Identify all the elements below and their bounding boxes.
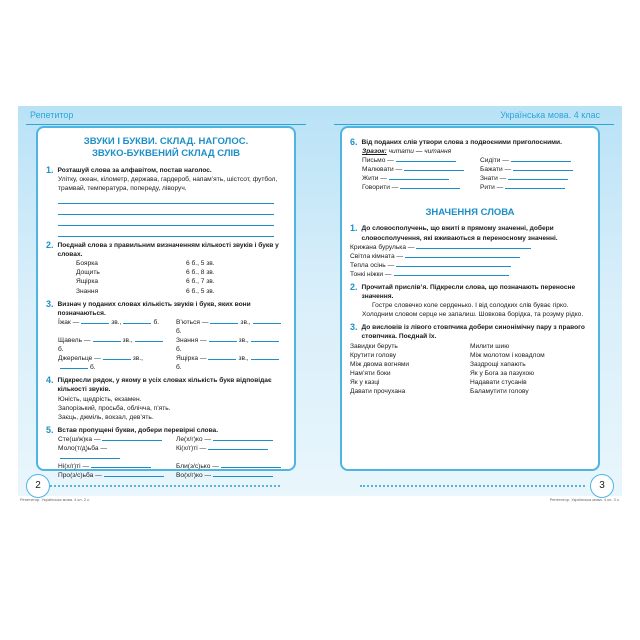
title-line-1: ЗВУКИ І БУКВИ. СКЛАД. НАГОЛОС. <box>83 136 249 147</box>
phrase-left[interactable]: Як у казці <box>350 378 380 386</box>
unit: б. <box>90 364 96 372</box>
option-line[interactable]: Юність, щедрість, екзамен. <box>58 395 142 403</box>
task-r3 <box>350 323 590 341</box>
task-number: 1. <box>350 223 358 234</box>
phrase-right[interactable]: Милити шию <box>470 342 510 350</box>
task-text: До висловів із лівого стовпчика добери синонімічну пару з правого стовпчика. Поєднай їх. <box>361 324 585 341</box>
phrase: Світла кімната — <box>350 252 404 260</box>
unit: зв., <box>132 355 143 363</box>
word: Ле(х/г)ко — <box>176 435 211 443</box>
task-number: 3. <box>350 322 358 333</box>
word: Про(з/с)ьба — <box>58 472 102 480</box>
task-text: Визнач у поданих словах кількість звуків і букв, яких вони позначаються. <box>57 300 251 317</box>
word: Моло(т/д)ьба — <box>58 445 107 452</box>
task-number: 2. <box>350 282 358 292</box>
word: Говорити — <box>362 184 399 192</box>
task-number: 1. <box>46 164 54 175</box>
task-5-rows <box>46 435 286 480</box>
phrase-right[interactable]: Надавати стусанів <box>470 378 527 386</box>
phrase-left[interactable]: Давати прочухана <box>350 388 406 396</box>
word: В’ються — <box>176 318 209 326</box>
blank[interactable] <box>251 336 279 342</box>
blank[interactable] <box>60 363 88 369</box>
blank[interactable] <box>135 336 163 342</box>
task-2 <box>46 241 286 259</box>
task-number: 3. <box>46 298 54 309</box>
unit: зв., <box>111 318 122 326</box>
task-r2 <box>350 283 590 301</box>
blank[interactable] <box>513 165 573 171</box>
sample-text: читати — читання <box>388 148 452 156</box>
task-number: 6. <box>350 137 358 147</box>
word: Во(х/г)ко — <box>176 472 212 480</box>
task-6-rows <box>350 156 590 192</box>
answer-line[interactable] <box>58 206 274 215</box>
task-number: 5. <box>46 424 54 435</box>
phrase-right[interactable]: Баламутити голову <box>470 388 529 396</box>
count: 6 б., 5 зв. <box>186 287 215 295</box>
task-text: Встав пропущені букви, добери перевірні слова. <box>57 426 219 434</box>
phrase-right[interactable]: Як у Бога за пазухою <box>470 369 535 377</box>
blank[interactable] <box>102 435 162 441</box>
task-4 <box>46 376 286 394</box>
task-r1-rows <box>350 243 590 279</box>
blank[interactable] <box>396 261 511 267</box>
word: Жити — <box>362 175 387 183</box>
answer-line[interactable] <box>58 228 274 237</box>
blank[interactable] <box>251 354 279 360</box>
task-6 <box>350 138 590 147</box>
dotted-divider-left <box>50 485 280 490</box>
blank[interactable] <box>505 183 565 189</box>
word: Ящірка <box>76 278 99 286</box>
task-number: 4. <box>46 375 54 386</box>
footer-left: Репетитор. Українська мова. 4 кл. 2 с. <box>20 497 91 502</box>
phrase-left[interactable]: Крутити голову <box>350 351 396 359</box>
count: 6 б., 7 зв. <box>186 278 215 286</box>
word: Сидіти — <box>480 157 509 165</box>
word: Бажати — <box>480 166 512 174</box>
task-text: Прочитай прислів’я. Підкресли слова, що позначають переносне значення. <box>361 284 576 301</box>
unit: зв., <box>238 336 249 344</box>
count: 6 б., 5 зв. <box>186 260 215 268</box>
count: 6 б., 8 зв. <box>186 269 215 277</box>
header-line-right <box>334 124 614 125</box>
blank[interactable] <box>400 183 460 189</box>
phrase: Крижана бурулька — <box>350 243 415 251</box>
phrase-left[interactable]: Між двома вогнями <box>350 360 410 368</box>
task-text: Розташуй слова за алфавітом, постав наголос. <box>57 166 212 174</box>
task-5 <box>46 426 286 435</box>
word: Рити — <box>480 184 504 192</box>
header-right: Українська мова. 4 клас <box>500 110 600 120</box>
word: Письмо — <box>362 157 394 165</box>
task-number: 2. <box>46 240 54 251</box>
unit: зв., <box>122 336 133 344</box>
phrase: Тонкі ніжки — <box>350 270 392 278</box>
word: Ящірка — <box>176 355 207 363</box>
blank[interactable] <box>60 453 120 459</box>
blank[interactable] <box>123 318 151 324</box>
blank[interactable] <box>104 471 164 477</box>
word: Знання — <box>176 336 207 344</box>
phrase-right[interactable]: Заздрощі хапають <box>470 360 526 368</box>
word: Кі(х/г)ті — <box>176 445 207 452</box>
task-text: До словосполучень, що вжиті в прямому значенні, добери словосполучення, які вживаються в переносному значенні. <box>361 225 558 242</box>
blank[interactable] <box>394 270 509 276</box>
unit: зв., <box>240 318 251 326</box>
answer-line[interactable] <box>58 217 274 226</box>
option-line[interactable]: Запорізький, просьба, облічча, п’ять. <box>58 404 171 412</box>
task-text: Поєднай слова з правильним визначенням кількості звуків і букв у словах. <box>57 242 279 259</box>
word: Дощить <box>76 269 100 277</box>
sample-label: Зразок: <box>362 148 387 156</box>
header-line-left <box>26 124 306 125</box>
right-title: ЗНАЧЕННЯ СЛОВА <box>425 206 515 218</box>
task-r3-pairs <box>350 342 590 397</box>
dotted-divider-right <box>360 485 585 490</box>
blank[interactable] <box>253 318 281 324</box>
footer-right: Репетитор. Українська мова. 4 кл. 3 с. <box>549 497 620 502</box>
blank[interactable] <box>208 444 268 450</box>
unit: б. <box>176 346 182 354</box>
page-number-left: 2 <box>26 474 50 498</box>
blank[interactable] <box>103 354 131 360</box>
word: Бли(з/с)ько — <box>176 463 219 471</box>
sample <box>350 147 590 156</box>
blank[interactable] <box>81 318 109 324</box>
blank[interactable] <box>511 156 571 162</box>
blank[interactable] <box>404 165 464 171</box>
word: Боярка <box>76 260 98 268</box>
blank[interactable] <box>416 243 531 249</box>
left-title <box>46 136 286 160</box>
word: Щавель — <box>58 336 91 344</box>
blank[interactable] <box>389 174 449 180</box>
right-page-panel <box>340 126 600 471</box>
unit: б. <box>58 346 64 354</box>
unit: зв., <box>238 355 249 363</box>
word: Їжак — <box>58 318 80 326</box>
header-left: Репетитор <box>30 110 74 120</box>
blank[interactable] <box>210 318 238 324</box>
unit: б. <box>176 327 182 335</box>
phrase-right[interactable]: Між молотом і ковадлом <box>470 351 545 359</box>
blank[interactable] <box>91 462 151 468</box>
blank[interactable] <box>93 336 121 342</box>
blank[interactable] <box>508 174 568 180</box>
title-line-2: ЗВУКО-БУКВЕНИЙ СКЛАД СЛІВ <box>91 147 241 159</box>
phrase-left[interactable]: Завидки беруть <box>350 342 398 350</box>
task-3-rows <box>46 318 286 373</box>
task-4-lines <box>46 395 286 422</box>
unit: б. <box>176 364 182 372</box>
page-number-right: 3 <box>590 474 614 498</box>
task-text: Від поданих слів утвори слова з подвоєними приголосними. <box>361 139 562 146</box>
blank[interactable] <box>405 252 520 258</box>
task-1 <box>46 166 286 175</box>
task-1-words: Улітку, океан, кілометр, держава, гардероб, напам’ять, шістсот, футбол, трамвай, температура, попереду, ліворуч. <box>58 175 278 192</box>
blank[interactable] <box>213 471 273 477</box>
word: Знати — <box>480 175 507 183</box>
option-line[interactable]: Заєць, джміль, вокзал, дев’ять. <box>58 413 154 421</box>
blank[interactable] <box>396 156 456 162</box>
task-r1 <box>350 224 590 242</box>
task-2-table <box>46 259 286 295</box>
unit: б. <box>153 318 160 326</box>
blank[interactable] <box>221 462 281 468</box>
phrase: Тепла осінь — <box>350 261 395 269</box>
word: Ні(х/г)ті — <box>58 463 90 471</box>
proverbs[interactable]: Гостре словечко коле серденько. І від солодких слів буває гірко. Холодним словом серце не запалиш. Шовкова борідка, та розуму рідко. <box>362 302 584 319</box>
word: Джерельце — <box>58 355 101 363</box>
phrase-left[interactable]: Нам’яти боки <box>350 369 391 377</box>
answer-line[interactable] <box>58 195 274 204</box>
word: Сте(ш/ж)ка — <box>58 435 101 443</box>
task-text: Підкресли рядок, у якому в усіх словах кількість букв відповідає кількості звуків. <box>57 377 272 394</box>
left-page-panel <box>36 126 296 480</box>
blank[interactable] <box>208 354 236 360</box>
task-3 <box>46 300 286 318</box>
blank[interactable] <box>213 435 273 441</box>
word: Малювати — <box>362 166 403 174</box>
blank[interactable] <box>209 336 237 342</box>
word: Знання <box>76 287 99 295</box>
